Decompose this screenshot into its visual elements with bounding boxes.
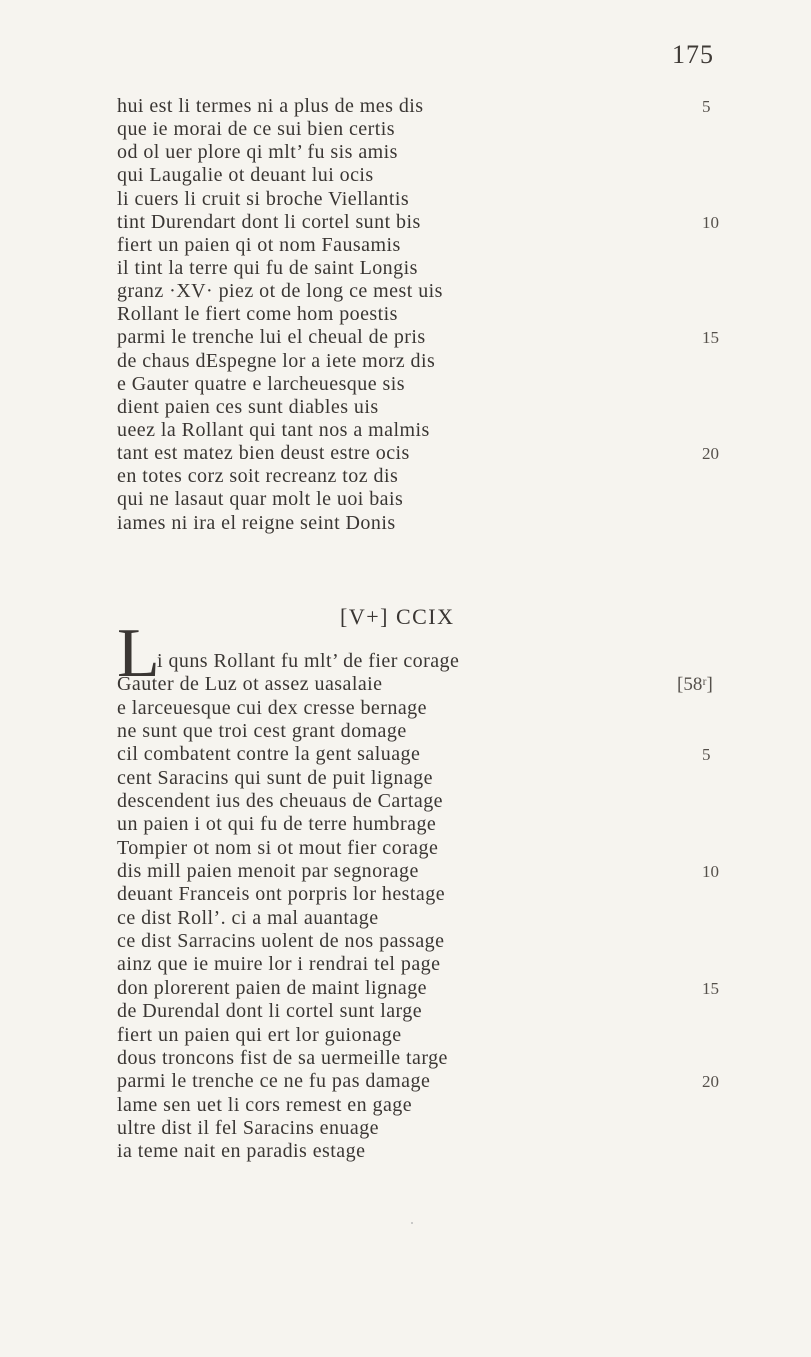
verse-line-text: qui Laugalie ot deuant lui ocis (117, 164, 374, 187)
verse-line-text: ultre dist il fel Saracins enuage (117, 1116, 379, 1139)
verse-line-text: iames ni ira el reigne seint Donis (117, 511, 396, 534)
verse-line-text: parmi le trenche ce ne fu pas damage (117, 1070, 431, 1093)
verse-line-text: deuant Franceis ont porpris lor hestage (117, 883, 446, 906)
page-number: 175 (672, 40, 714, 69)
verse-line (117, 350, 717, 373)
verse-line-text: parmi le trenche lui el cheual de pris (117, 326, 426, 349)
verse-line (117, 907, 717, 930)
verse-line (117, 1047, 717, 1070)
verse-line-text: Gauter de Luz ot assez uasalaie (117, 673, 383, 696)
line-number: 5 (702, 97, 711, 116)
verse-line (117, 257, 717, 280)
verse-line (117, 164, 717, 187)
verse-block-1 (117, 95, 717, 535)
line-number: 5 (702, 745, 711, 765)
verse-line-text: fiert un paien qui ert lor guionage (117, 1023, 402, 1046)
verse-line (117, 234, 717, 257)
line-number: 10 (702, 862, 719, 882)
verse-line (117, 767, 717, 790)
verse-line (117, 930, 717, 953)
verse-line (117, 697, 717, 720)
verse-line-text: hui est li termes ni a plus de mes dis (117, 95, 424, 117)
verse-line-text: ainz que ie muire lor i rendrai tel page (117, 953, 441, 976)
verse-line-text: ia teme nait en paradis estage (117, 1140, 366, 1163)
verse-line (117, 442, 717, 465)
verse-line (117, 743, 717, 766)
verse-line-text: e larceuesque cui dex cresse bernage (117, 696, 427, 719)
verse-line (117, 953, 717, 976)
folio-reference: [58ʳ] (677, 674, 713, 696)
verse-line-text: i quns Rollant fu mlt’ de fier corage (157, 650, 460, 672)
verse-line-text: tant est matez bien deust estre ocis (117, 442, 410, 465)
verse-line-text: un paien i ot qui fu de terre humbrage (117, 813, 437, 836)
verse-line (117, 837, 717, 860)
verse-line-text: ce dist Roll’. ci a mal auantage (117, 906, 379, 929)
verse-line (117, 488, 717, 511)
verse-line (117, 141, 717, 164)
verse-line (117, 790, 717, 813)
verse-line-text: cent Saracins qui sunt de puit lignage (117, 766, 433, 789)
line-number: 20 (702, 1072, 719, 1092)
line-number: 20 (702, 444, 719, 464)
verse-line (117, 303, 717, 326)
verse-line (117, 280, 717, 303)
verse-line-text: descendent ius des cheuaus de Cartage (117, 790, 443, 813)
verse-line (117, 1140, 717, 1163)
verse-line (117, 720, 717, 743)
verse-line-text: dous troncons fist de sa uermeille targe (117, 1046, 448, 1069)
verse-line (117, 813, 717, 836)
verse-line (117, 188, 717, 211)
verse-line-text: fiert un paien qi ot nom Fausamis (117, 233, 401, 256)
verse-line-text: ce dist Sarracins uolent de nos passage (117, 930, 445, 953)
verse-line (117, 1070, 717, 1093)
verse-line-text: li cuers li cruit si broche Viellantis (117, 187, 410, 210)
verse-line-text: e Gauter quatre e larcheuesque sis (117, 372, 405, 395)
verse-line (117, 673, 717, 696)
verse-line (117, 512, 717, 535)
line-number: 15 (702, 978, 719, 998)
verse-line-text: il tint la terre qui fu de saint Longis (117, 256, 418, 279)
verse-line-text: ne sunt que troi cest grant domage (117, 720, 407, 743)
verse-block-2 (117, 650, 717, 1164)
verse-line-text: Rollant le fiert come hom poestis (117, 303, 398, 326)
verse-line (117, 118, 717, 141)
verse-line-text: lame sen uet li cors remest en gage (117, 1093, 413, 1116)
verse-line-text: Tompier ot nom si ot mout fier corage (117, 836, 439, 859)
verse-line-text: dis mill paien menoit par segnorage (117, 860, 419, 883)
verse-line (117, 326, 717, 349)
verse-line-text: granz ·XV· piez ot de long ce mest uis (117, 280, 443, 303)
verse-line (117, 211, 717, 234)
verse-line (117, 650, 717, 673)
verse-line (117, 373, 717, 396)
verse-line (117, 95, 717, 118)
verse-line-text: de Durendal dont li cortel sunt large (117, 1000, 423, 1023)
drop-cap: L (117, 615, 160, 692)
verse-line (117, 1117, 717, 1140)
verse-line-text: que ie morai de ce sui bien certis (117, 118, 395, 141)
verse-line-text: qui ne lasaut quar molt le uoi bais (117, 488, 404, 511)
verse-line-text: od ol uer plore qi mlt’ fu sis amis (117, 141, 398, 164)
verse-line (117, 1000, 717, 1023)
verse-line-text: en totes corz soit recreanz toz dis (117, 465, 399, 488)
verse-line (117, 1094, 717, 1117)
verse-line (117, 419, 717, 442)
paper-speck (411, 1222, 413, 1224)
verse-line (117, 1024, 717, 1047)
verse-line-text: dient paien ces sunt diables uis (117, 395, 379, 418)
verse-line-text: don plorerent paien de maint lignage (117, 976, 427, 999)
verse-line (117, 883, 717, 906)
verse-line (117, 465, 717, 488)
line-number: 10 (702, 212, 719, 232)
verse-line (117, 396, 717, 419)
verse-line-text: tint Durendart dont li cortel sunt bis (117, 210, 421, 233)
laisse-heading: [V+] CCIX (340, 604, 455, 629)
verse-line (117, 860, 717, 883)
verse-line-text: de chaus dEspegne lor a iete morz dis (117, 349, 436, 372)
verse-line-text: ueez la Rollant qui tant nos a malmis (117, 418, 430, 441)
verse-line-text: cil combatent contre la gent saluage (117, 743, 421, 766)
verse-line (117, 977, 717, 1000)
line-number: 15 (702, 328, 719, 348)
